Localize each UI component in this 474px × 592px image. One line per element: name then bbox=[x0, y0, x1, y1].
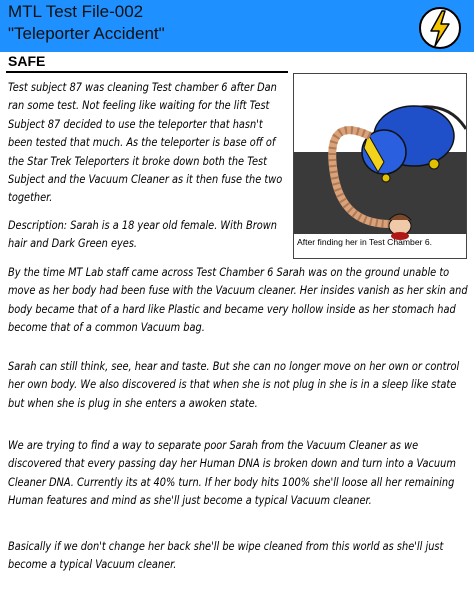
classification-label: SAFE bbox=[8, 53, 46, 69]
conclusion-paragraph: Basically if we don't change her back she'll be wipe cleaned from this world as she'll just become a typical Vacuum cleaner. bbox=[8, 539, 444, 572]
discovery-paragraph: By the time MT Lab staff came across Test Chamber 6 Sarah was on the ground unable to move as her body had been fuse with the Vacuum cleaner. Her insides vanish as her skin and body became that of a hard like Plastic and became very hollow inside as her stomach had become that of a common Vacuum bag. bbox=[8, 265, 468, 335]
description-paragraph: Description: Sarah is a 18 year old female. With Brown hair and Dark Green eyes. bbox=[8, 218, 277, 251]
vacuum-illustration bbox=[294, 74, 466, 258]
section-divider bbox=[6, 71, 288, 73]
separation-paragraph: We are trying to find a way to separate poor Sarah from the Vacuum Cleaner as we discovered that every passing day her Human DNA is broken down and turn into a Vacuum Cleaner DNA. Currently its at 40% turn. If her body hits 100% she'll loose all her remaining Human features and mind as she'll just become a typical Vacuum cleaner. bbox=[8, 438, 456, 508]
evidence-photo bbox=[293, 73, 467, 259]
header-banner bbox=[0, 0, 474, 52]
photo-caption: After finding her in Test Chamber 6. bbox=[297, 237, 433, 247]
lightning-bolt-icon bbox=[418, 6, 462, 50]
intro-paragraph: Test subject 87 was cleaning Test chamber 6 after Dan ran some test. Not feeling like waiting for the lift Test Subject 87 decided to use the teleporter that hasn't been tested that much. As the teleporter is base off of the Star Trek Teleporters it broke down both the Test Subject and the Vacuum Cleaner as it then fuse the two together. bbox=[8, 80, 283, 205]
senses-paragraph: Sarah can still think, see, hear and taste. But she can no longer move on her own or control her own body. We also discovered is that when she is not plug in she is in a sleep like state but when she is plug in she enters a awoken state. bbox=[8, 359, 460, 410]
file-subtitle: "Teleporter Accident" bbox=[8, 24, 165, 43]
file-title: MTL Test File-002 bbox=[8, 2, 144, 21]
